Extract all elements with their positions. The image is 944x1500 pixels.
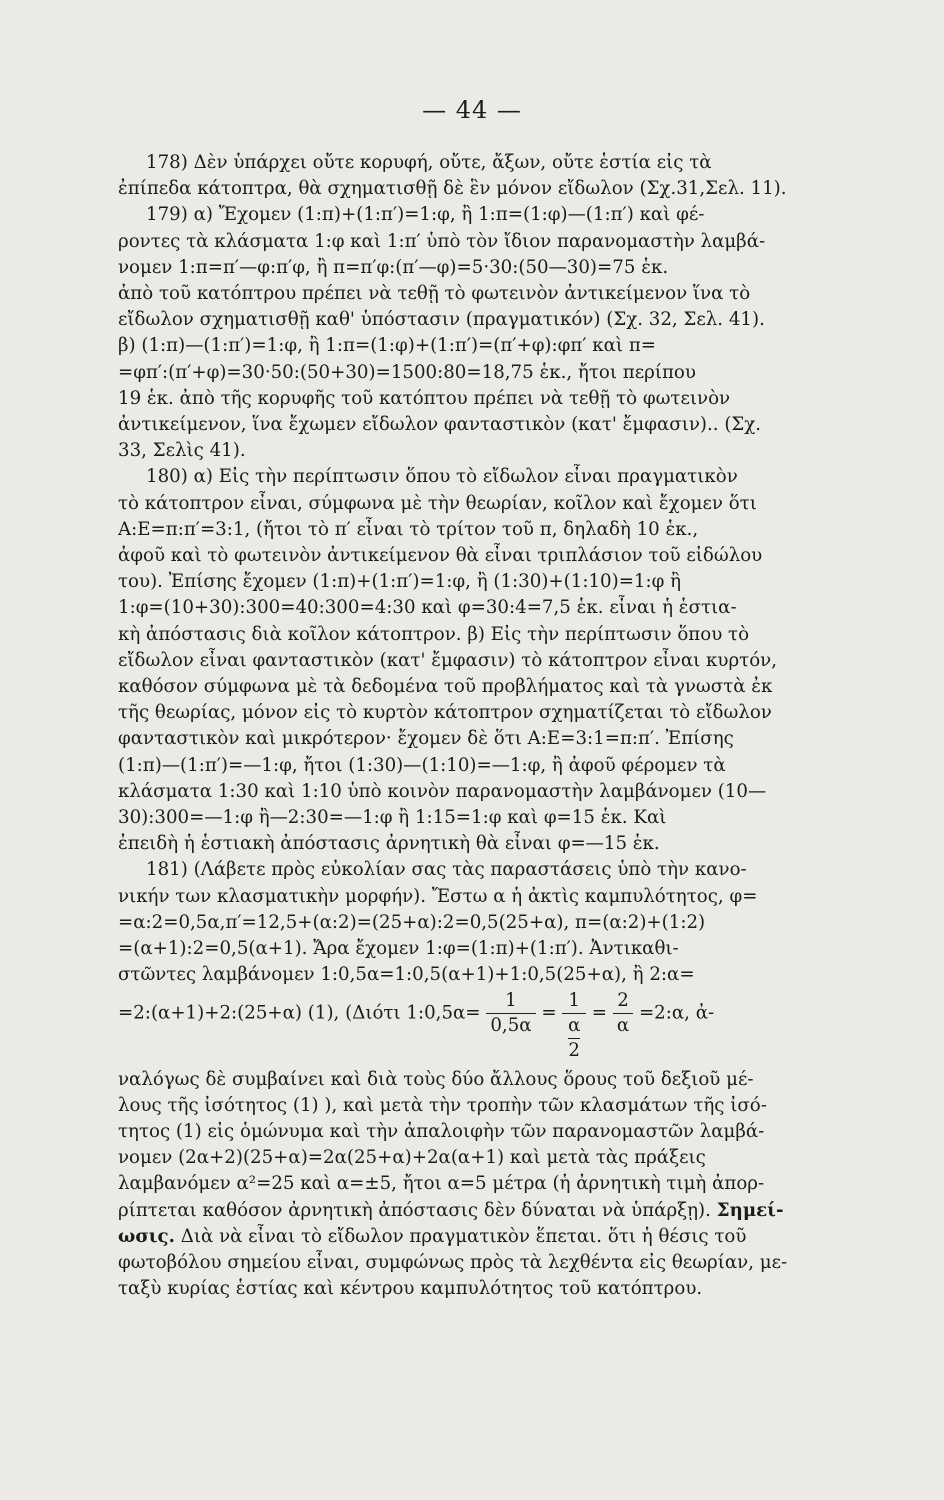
text-line [118,1224,824,1250]
text-line: Α:Ε=π:π′=3:1, (ἤτοι τὸ π′ εἶναι τὸ τρίτον τοῦ π, δηλαδὴ 10 ἑκ., [118,518,699,540]
fraction-equation [118,989,824,1067]
text-line: τητος (1) εἰς ὁμώνυμα καὶ τὴν ἀπαλοιφὴν τῶν παρανομαστῶν λαμβά- [118,1120,765,1142]
text-line: νομεν 1:π=π′—φ:π′φ, ἢ π=π′φ:(π′—φ)=5·30:(50—30)=75 ἑκ. [118,256,669,278]
fraction-2 [562,989,586,1063]
text-line: (1:π)—(1:π′)=—1:φ, ἤτοι (1:30)—(1:10)=—1:φ, ἢ ἀφοῦ φέρομεν τὰ [118,754,726,776]
fraction-numerator: 1 [486,989,535,1014]
text-line: νομεν (2α+2)(25+α)=2α(25+α)+2α(α+1) καὶ μετὰ τὰς πράξεις [118,1147,706,1169]
text-line: ροντες τὰ κλάσματα 1:φ καὶ 1:π′ ὑπὸ τὸν ἴδιον παρανομαστὴν λαμβά- [118,230,766,252]
text-line: ἀφοῦ καὶ τὸ φωτεινὸν ἀντικείμενον θὰ εἶναι τριπλάσιον τοῦ εἰδώλου [118,545,763,567]
page-number: — 44 — [422,96,522,124]
text-line: λαμβανόμεν α²=25 καὶ α=±5, ἤτοι α=5 μέτρα (ἡ ἀρνητικὴ τιμὴ ἀπορ- [118,1173,765,1195]
fraction-1 [486,989,535,1038]
text-line: =φπ′:(π′+φ)=30·50:(50+30)=1500:80=18,75 ἑκ., ἤτοι περίπου [118,361,696,383]
text-line: κὴ ἀπόστασις διὰ κοῖλον κάτοπτρον. β) Εἰς τὴν περίπτωσιν ὅπου τὸ [118,623,750,645]
text-line: =(α+1):2=0,5(α+1). Ἄρα ἔχομεν 1:φ=(1:π)+(1:π′). Ἀντικαθι- [118,938,679,960]
text-segment: ρίπτεται καθόσον ἀρνητικὴ ἀπόστασις δὲν δύναται νὰ ὑπάρξῃ). [118,1199,711,1221]
equals-sign: = [541,1002,557,1023]
text-line: ἐπίπεδα κάτοπτρα, θὰ σχηματισθῇ δὲ ἓν μόνον εἴδωλον (Σχ.31,Σελ. 11). [118,178,787,200]
text-line: τὸ κάτοπτρον εἶναι, σύμφωνα μὲ τὴν θεωρίαν, κοῖλον καὶ ἔχομεν ὅτι [118,492,757,514]
text-line: 180) α) Εἰς τὴν περίπτωσιν ὅπου τὸ εἴδωλον εἶναι πραγματικὸν [146,466,738,488]
fraction-denominator: α [568,1014,581,1036]
text-line [118,1198,824,1224]
fraction-subdenominator: 2 [568,1039,580,1061]
note-heading-cont: ωσις. [118,1225,175,1247]
fraction-denominator: 0,5α [490,1014,532,1036]
fraction-denominator: α [616,1014,630,1036]
text-line: ἐπειδὴ ἡ ἑστιακὴ ἀπόστασις ἀρνητικὴ θὰ εἶναι φ=—15 ἑκ. [118,833,660,855]
equation-text: =2:α, ἀ- [638,1002,715,1023]
text-line: 19 ἑκ. ἀπὸ τῆς κορυφῆς τοῦ κατόπτου πρέπει νὰ τεθῇ τὸ φωτεινὸν [118,387,731,409]
text-segment: Διὰ νὰ εἶναι τὸ εἴδωλον πραγματικὸν ἕπεται. ὅτι ἡ θέσις τοῦ [180,1225,747,1247]
text-line: ἀπὸ τοῦ κατόπτρου πρέπει νὰ τεθῇ τὸ φωτεινὸν ἀντικείμενον ἵνα τὸ [118,283,751,305]
text-line: 30):300=—1:φ ἢ—2:30=—1:φ ἢ 1:15=1:φ καὶ φ=15 ἑκ. Καὶ [118,807,667,829]
text-line: 181) (Λάβετε πρὸς εὐκολίαν σας τὰς παραστάσεις ὑπὸ τὴν κανο- [146,859,747,881]
text-line: ἀντικείμενον, ἵνα ἔχωμεν εἴδωλον φανταστικὸν (κατ' ἔμφασιν).. (Σχ. [118,414,762,436]
text-line: 33, Σελὶς 41). [118,440,246,462]
text-line: φωτοβόλου σημείου εἶναι, συμφώνως πρὸς τὰ λεχθέντα εἰς θεωρίαν, με- [118,1251,788,1273]
text-line: τῆς θεωρίας, μόνον εἰς τὸ κυρτὸν κάτοπτρον σχηματίζεται τὸ εἴδωλον [118,702,772,724]
text-line: 179) α) Ἔχομεν (1:π)+(1:π′)=1:φ, ἢ 1:π=(1:φ)—(1:π′) καὶ φέ- [146,204,705,226]
fraction-3 [613,989,633,1038]
fraction-numerator: 1 [562,989,586,1014]
text-line: ναλόγως δὲ συμβαίνει καὶ διὰ τοὺς δύο ἄλλους ὅρους τοῦ δεξιοῦ μέ- [118,1068,754,1090]
text-line: του). Ἐπίσης ἔχομεν (1:π)+(1:π′)=1:φ, ἢ (1:30)+(1:10)=1:φ ἢ [118,571,682,593]
equals-sign: = [591,1002,608,1023]
text-line: εἴδωλον εἶναι φανταστικὸν (κατ' ἔμφασιν) τὸ κάτοπτρον εἶναι κυρτόν, [118,649,778,671]
text-line: λους τῆς ἰσότητος (1) ), καὶ μετὰ τὴν τροπὴν τῶν κλασμάτων τῆς ἰσό- [118,1094,767,1116]
text-line: νικήν των κλασματικὴν μορφήν). Ἔστω α ἡ ἀκτὶς καμπυλότητος, φ= [118,885,758,907]
text-line: καθόσον σύμφωνα μὲ τὰ δεδομένα τοῦ προβλήματος καὶ τὰ γνωστὰ ἐκ [118,676,773,698]
text-line: κλάσματα 1:30 καὶ 1:10 ὑπὸ κοινὸν παρανομαστὴν λαμβάνομεν (10— [118,780,767,802]
text-line: =α:2=0,5α,π′=12,5+(α:2)=(25+α):2=0,5(25+α), π=(α:2)+(1:2) [118,911,706,933]
text-line: 1:φ=(10+30):300=40:300=4:30 καὶ φ=30:4=7,5 ἑκ. εἶναι ἡ ἑστια- [118,597,737,619]
text-line: ταξὺ κυρίας ἑστίας καὶ κέντρου καμπυλότητος τοῦ κατόπτρου. [118,1278,703,1300]
text-line: β) (1:π)—(1:π′)=1:φ, ἢ 1:π=(1:φ)+(1:π′)=(π′+φ):φπ′ καὶ π= [118,335,657,357]
note-heading: Σημεί- [716,1199,784,1221]
equation-text: =2:(α+1)+2:(25+α) (1), (Διότι 1:0,5α= [118,1002,481,1023]
text-line: στῶντες λαμβάνομεν 1:0,5α=1:0,5(α+1)+1:0,5(25+α), ἢ 2:α= [118,964,695,986]
text-line: 178) Δὲν ὑπάρχει οὔτε κορυφή, οὔτε, ἄξων, οὔτε ἑστία εἰς τὰ [146,152,712,173]
text-line: φανταστικὸν καὶ μικρότερον· ἔχομεν δὲ ὅτι Α:Ε=3:1=π:π′. Ἐπίσης [118,728,734,750]
fraction-numerator: 2 [613,989,633,1014]
text-line: εἴδωλον σχηματισθῇ καθ' ὑπόστασιν (πραγματικόν) (Σχ. 32, Σελ. 41). [118,309,765,331]
body-text [118,150,824,1302]
